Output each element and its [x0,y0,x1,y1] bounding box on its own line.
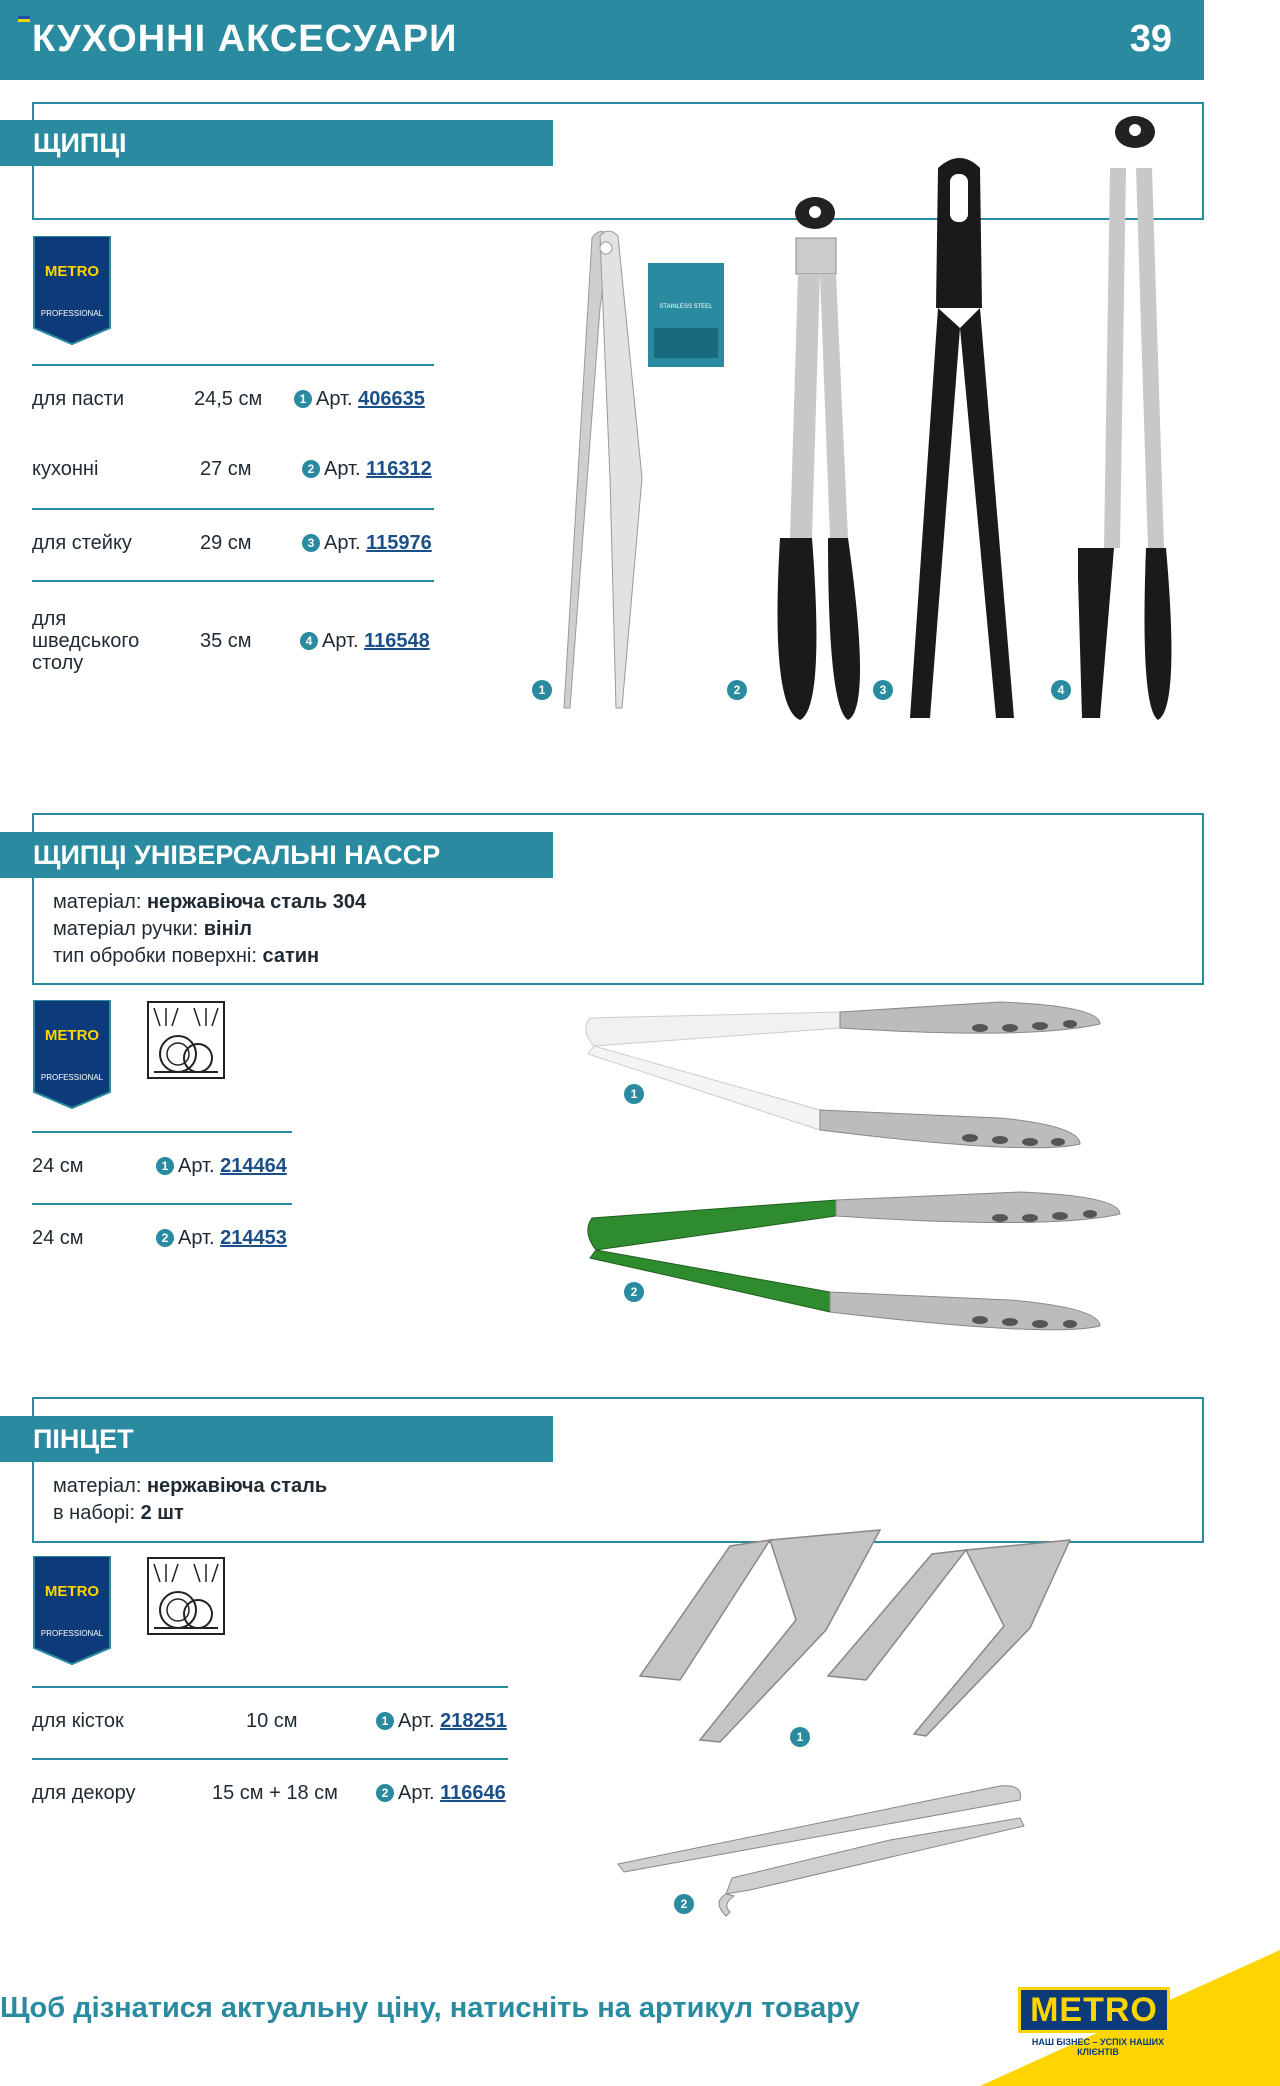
product-size: 24,5 см [194,388,263,410]
article-link[interactable]: 214453 [220,1227,287,1249]
white-tongs-image [586,1002,1100,1148]
green-tongs-image [588,1192,1120,1330]
image-number: 2 [674,1894,694,1914]
number-badge: 2 [302,460,320,478]
pasta-tongs-image [564,231,642,708]
page-header [0,0,1204,80]
spec-line: матеріал: нержавіюча сталь 304 [53,891,367,913]
metro-professional-badge [32,236,112,346]
image-number: 1 [532,680,552,700]
number-badge: 2 [156,1229,174,1247]
article-prefix: Арт. [178,1227,215,1249]
article [300,630,430,653]
table-row [32,1758,508,1830]
article-link[interactable]: 116548 [364,630,430,652]
stainless-steel-text: STAINLESS STEEL [659,304,713,310]
article [302,458,432,481]
product-name: кухонні [32,458,99,480]
spec-line: в наборі: 2 шт [53,1502,184,1524]
buffet-tongs-image [1078,116,1171,720]
page-title: КУХОННІ АКСЕСУАРИ [32,18,458,60]
number-badge: 4 [300,632,318,650]
table-row [32,1203,292,1275]
metro-logo: METRO [1018,1987,1170,2033]
haccp-tongs-image [580,1000,1140,1370]
kitchen-tongs-image [778,197,861,720]
product-size: 27 см [200,458,252,480]
article-link[interactable]: 406635 [358,388,425,410]
image-number: 1 [624,1084,644,1104]
number-badge: 3 [302,534,320,552]
article-link[interactable]: 116646 [440,1782,506,1804]
table-row [32,364,434,436]
table-row [32,1686,508,1758]
spec-line: тип обробки поверхні: сатин [53,945,320,967]
product-name: для стейку [32,532,132,554]
article-prefix: Арт. [322,630,359,652]
image-number: 3 [873,680,893,700]
product-size: 24 см [32,1155,84,1177]
svg-text:PROFESSIONAL: PROFESSIONAL [40,1073,104,1082]
badge-professional-text: PROFESSIONAL [40,309,104,318]
table-row [32,1131,292,1203]
flag-icon [18,16,30,22]
number-badge: 1 [376,1712,394,1730]
article-prefix: Арт. [324,532,361,554]
article [376,1782,506,1805]
spec-line: матеріал: нержавіюча сталь [53,1475,328,1497]
article-link[interactable]: 218251 [440,1710,507,1732]
page-number: 39 [1129,18,1172,60]
tongs-product-image [530,108,1210,728]
badge-metro-text: METRO [44,263,100,280]
image-number: 1 [790,1727,810,1747]
metro-tagline: НАШ БІЗНЕС – УСПІХ НАШИХ КЛІЄНТІВ [1031,2037,1165,2057]
product-size: 15 см + 18 см [212,1782,338,1804]
spec-line: матеріал ручки: вініл [53,918,252,940]
product-size: 35 см [200,630,252,652]
product-name: для кісток [32,1710,124,1732]
product-name: для пасти [32,388,125,410]
article-link[interactable]: 214464 [220,1155,287,1177]
section-title-tweezers: ПІНЦЕТ [0,1416,553,1462]
spec-list [53,1473,327,1527]
article-prefix: Арт. [316,388,353,410]
metro-professional-badge [32,1556,112,1666]
dishwasher-safe-icon [146,1556,226,1636]
section-title-haccp: ЩИПЦІ УНІВЕРСАЛЬНІ HACCP [0,832,553,878]
article-link[interactable]: 115976 [366,532,432,554]
dishwasher-safe-icon [146,1000,226,1080]
number-badge: 1 [294,390,312,408]
article-prefix: Арт. [398,1710,435,1732]
table-row [32,508,434,580]
spec-list [53,889,366,970]
image-number: 4 [1051,680,1071,700]
article [294,388,425,411]
tweezers-image [600,1500,1140,1940]
metro-professional-badge [32,1000,112,1110]
section-title-tongs: ЩИПЦІ [0,120,553,166]
svg-text:METRO: METRO [44,1027,100,1044]
product-size: 10 см [246,1710,298,1732]
product-name: для шведського столу [32,608,140,674]
product-name: для декору [32,1782,136,1804]
table-row [32,580,434,680]
article-prefix: Арт. [178,1155,215,1177]
product-size: 24 см [32,1227,84,1249]
product-size: 29 см [200,532,252,554]
article-prefix: Арт. [324,458,361,480]
image-number: 2 [624,1282,644,1302]
article [376,1710,507,1733]
bone-tweezers-image [640,1530,1070,1742]
steak-tongs-image [910,158,1014,718]
stainless-steel-label [648,263,724,367]
image-number: 2 [727,680,747,700]
article [156,1227,287,1250]
svg-text:PROFESSIONAL: PROFESSIONAL [40,1629,104,1638]
article [156,1155,287,1178]
footer-instruction: Щоб дізнатися актуальну ціну, натисніть на артикул товару [0,1992,860,2024]
svg-text:METRO: METRO [44,1583,100,1600]
table-row [32,436,434,508]
number-badge: 1 [156,1157,174,1175]
article [302,532,432,555]
article-prefix: Арт. [398,1782,435,1804]
number-badge: 2 [376,1784,394,1802]
article-link[interactable]: 116312 [366,458,432,480]
